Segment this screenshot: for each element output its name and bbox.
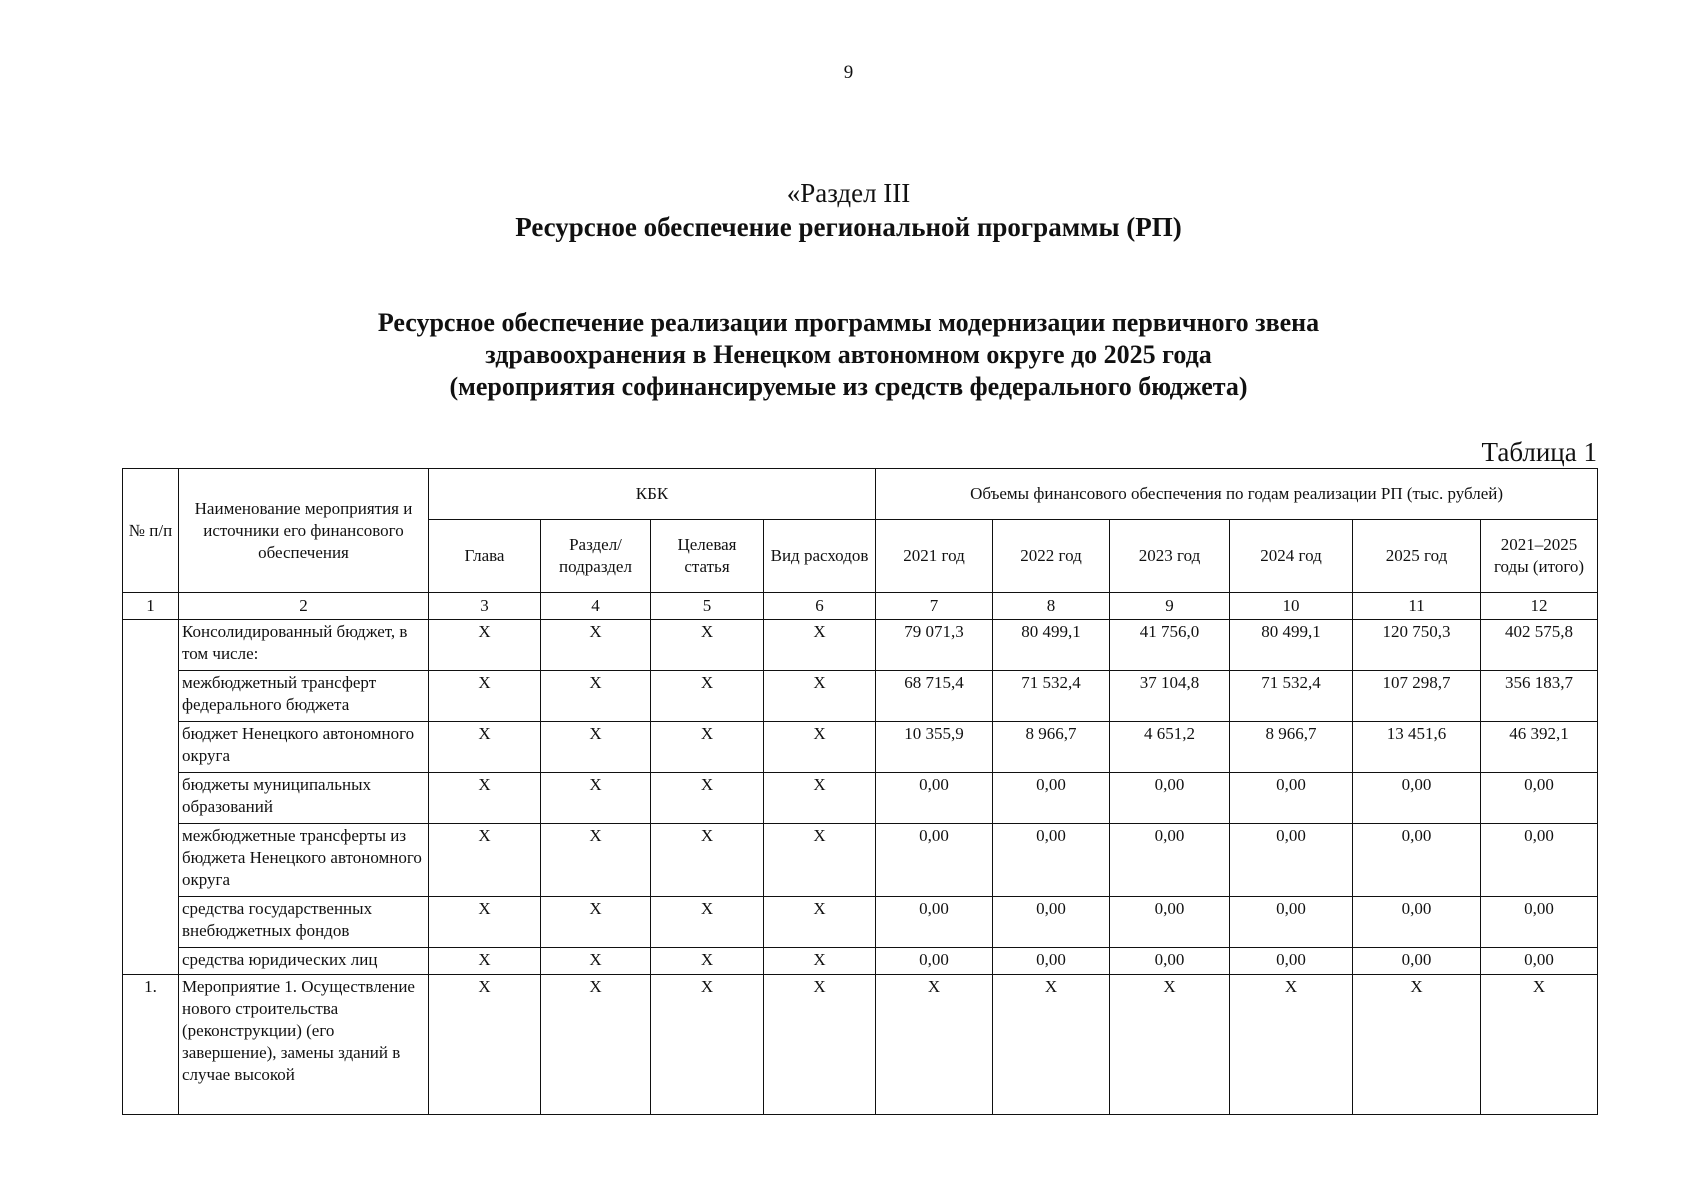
column-number: 10 bbox=[1230, 593, 1353, 620]
value-cell: 80 499,1 bbox=[1230, 620, 1353, 671]
header-kbk-vid: Вид расходов bbox=[764, 520, 876, 593]
column-number: 2 bbox=[179, 593, 429, 620]
kbk-cell: X bbox=[764, 671, 876, 722]
value-cell: 8 966,7 bbox=[993, 722, 1110, 773]
column-number-row bbox=[123, 593, 1598, 620]
kbk-cell: X bbox=[429, 897, 541, 948]
value-cell: X bbox=[1481, 975, 1598, 1115]
table-row bbox=[123, 773, 1598, 824]
section-heading bbox=[0, 176, 1697, 244]
kbk-cell: X bbox=[764, 773, 876, 824]
kbk-cell: X bbox=[541, 722, 651, 773]
value-cell: 8 966,7 bbox=[1230, 722, 1353, 773]
kbk-cell: X bbox=[429, 722, 541, 773]
value-cell: 0,00 bbox=[1353, 824, 1481, 897]
value-cell: 41 756,0 bbox=[1110, 620, 1230, 671]
kbk-cell: X bbox=[429, 824, 541, 897]
value-cell: X bbox=[1110, 975, 1230, 1115]
value-cell: 4 651,2 bbox=[1110, 722, 1230, 773]
value-cell: 0,00 bbox=[1353, 948, 1481, 975]
value-cell: 0,00 bbox=[876, 948, 993, 975]
value-cell: 0,00 bbox=[1110, 948, 1230, 975]
page-number: 9 bbox=[843, 62, 854, 83]
table-row bbox=[123, 824, 1598, 897]
subtitle-line-2: здравоохранения в Ненецком автономном округе до 2025 года bbox=[485, 340, 1212, 369]
kbk-cell: X bbox=[541, 773, 651, 824]
value-cell: 68 715,4 bbox=[876, 671, 993, 722]
value-cell: 0,00 bbox=[1110, 897, 1230, 948]
value-cell: 0,00 bbox=[1481, 824, 1598, 897]
subtitle-line-3: (мероприятия софинансируемые из средств федерального бюджета) bbox=[449, 372, 1248, 401]
kbk-cell: X bbox=[651, 773, 764, 824]
value-cell: X bbox=[1353, 975, 1481, 1115]
kbk-cell: X bbox=[764, 897, 876, 948]
kbk-cell: X bbox=[541, 671, 651, 722]
kbk-cell: X bbox=[541, 897, 651, 948]
table-row bbox=[123, 671, 1598, 722]
kbk-cell: X bbox=[541, 620, 651, 671]
kbk-cell: X bbox=[764, 722, 876, 773]
header-kbk: КБК bbox=[429, 469, 876, 520]
value-cell: 46 392,1 bbox=[1481, 722, 1598, 773]
header-year-2021: 2021 год bbox=[876, 520, 993, 593]
column-number: 9 bbox=[1110, 593, 1230, 620]
row-name: межбюджетные трансферты из бюджета Ненецкого автономного округа bbox=[179, 824, 429, 897]
value-cell: 79 071,3 bbox=[876, 620, 993, 671]
row-num bbox=[123, 620, 179, 975]
value-cell: 37 104,8 bbox=[1110, 671, 1230, 722]
table-row bbox=[123, 620, 1598, 671]
row-name: средства государственных внебюджетных фондов bbox=[179, 897, 429, 948]
value-cell: 80 499,1 bbox=[993, 620, 1110, 671]
kbk-cell: X bbox=[429, 620, 541, 671]
value-cell: 0,00 bbox=[993, 824, 1110, 897]
kbk-cell: X bbox=[764, 948, 876, 975]
column-number: 7 bbox=[876, 593, 993, 620]
kbk-cell: X bbox=[651, 948, 764, 975]
table-row bbox=[123, 722, 1598, 773]
header-kbk-glava: Глава bbox=[429, 520, 541, 593]
value-cell: X bbox=[876, 975, 993, 1115]
value-cell: 0,00 bbox=[1481, 948, 1598, 975]
value-cell: 0,00 bbox=[876, 824, 993, 897]
value-cell: 10 355,9 bbox=[876, 722, 993, 773]
value-cell: 107 298,7 bbox=[1353, 671, 1481, 722]
value-cell: 0,00 bbox=[1110, 773, 1230, 824]
row-num: 1. bbox=[123, 975, 179, 1115]
table-label: Таблица 1 bbox=[1481, 437, 1597, 467]
value-cell: 0,00 bbox=[876, 773, 993, 824]
subtitle-line-1: Ресурсное обеспечение реализации программы модернизации первичного звена bbox=[377, 308, 1320, 337]
column-number: 4 bbox=[541, 593, 651, 620]
column-number: 12 bbox=[1481, 593, 1598, 620]
kbk-cell: X bbox=[764, 620, 876, 671]
row-name: бюджеты муниципальных образований bbox=[179, 773, 429, 824]
value-cell: 0,00 bbox=[1230, 773, 1353, 824]
kbk-cell: X bbox=[429, 975, 541, 1115]
table-subtitle bbox=[0, 307, 1697, 403]
kbk-cell: X bbox=[541, 948, 651, 975]
column-number: 5 bbox=[651, 593, 764, 620]
header-kbk-statya: Целевая статья bbox=[651, 520, 764, 593]
kbk-cell: X bbox=[429, 773, 541, 824]
kbk-cell: X bbox=[651, 897, 764, 948]
value-cell: 71 532,4 bbox=[1230, 671, 1353, 722]
value-cell: 0,00 bbox=[1110, 824, 1230, 897]
column-number: 1 bbox=[123, 593, 179, 620]
value-cell: 0,00 bbox=[993, 773, 1110, 824]
section-number: «Раздел III bbox=[786, 178, 911, 208]
kbk-cell: X bbox=[651, 722, 764, 773]
value-cell: 0,00 bbox=[1230, 948, 1353, 975]
column-number: 3 bbox=[429, 593, 541, 620]
kbk-cell: X bbox=[651, 620, 764, 671]
kbk-cell: X bbox=[651, 824, 764, 897]
kbk-cell: X bbox=[429, 948, 541, 975]
value-cell: X bbox=[1230, 975, 1353, 1115]
table-row bbox=[123, 975, 1598, 1115]
value-cell: 0,00 bbox=[1353, 773, 1481, 824]
value-cell: 0,00 bbox=[1230, 897, 1353, 948]
header-year-total: 2021–2025 годы (итого) bbox=[1481, 520, 1598, 593]
value-cell: 0,00 bbox=[993, 897, 1110, 948]
header-year-2024: 2024 год bbox=[1230, 520, 1353, 593]
row-name: межбюджетный трансферт федерального бюджета bbox=[179, 671, 429, 722]
kbk-cell: X bbox=[651, 975, 764, 1115]
value-cell: 0,00 bbox=[1481, 897, 1598, 948]
table-row bbox=[123, 948, 1598, 975]
header-year-2025: 2025 год bbox=[1353, 520, 1481, 593]
value-cell: 356 183,7 bbox=[1481, 671, 1598, 722]
value-cell: X bbox=[993, 975, 1110, 1115]
kbk-cell: X bbox=[651, 671, 764, 722]
row-name: бюджет Ненецкого автономного округа bbox=[179, 722, 429, 773]
row-name: Консолидированный бюджет, в том числе: bbox=[179, 620, 429, 671]
kbk-cell: X bbox=[541, 975, 651, 1115]
column-number: 8 bbox=[993, 593, 1110, 620]
resource-table bbox=[122, 468, 1598, 1115]
value-cell: 13 451,6 bbox=[1353, 722, 1481, 773]
row-name: средства юридических лиц bbox=[179, 948, 429, 975]
column-number: 6 bbox=[764, 593, 876, 620]
value-cell: 120 750,3 bbox=[1353, 620, 1481, 671]
row-name: Мероприятие 1. Осуществление нового строительства (реконструкции) (его завершение), замены зданий в случае высокой bbox=[179, 975, 429, 1115]
value-cell: 0,00 bbox=[876, 897, 993, 948]
kbk-cell: X bbox=[764, 824, 876, 897]
header-name: Наименование мероприятия и источники его финансового обеспечения bbox=[179, 469, 429, 593]
kbk-cell: X bbox=[541, 824, 651, 897]
header-year-2023: 2023 год bbox=[1110, 520, 1230, 593]
table-row bbox=[123, 897, 1598, 948]
section-title: Ресурсное обеспечение региональной программы (РП) bbox=[515, 212, 1182, 242]
value-cell: 0,00 bbox=[1230, 824, 1353, 897]
header-num: № п/п bbox=[123, 469, 179, 593]
header-volumes: Объемы финансового обеспечения по годам реализации РП (тыс. рублей) bbox=[876, 469, 1598, 520]
header-kbk-razdel: Раздел/ подраздел bbox=[541, 520, 651, 593]
kbk-cell: X bbox=[429, 671, 541, 722]
column-number: 11 bbox=[1353, 593, 1481, 620]
value-cell: 71 532,4 bbox=[993, 671, 1110, 722]
value-cell: 0,00 bbox=[1481, 773, 1598, 824]
value-cell: 0,00 bbox=[1353, 897, 1481, 948]
kbk-cell: X bbox=[764, 975, 876, 1115]
value-cell: 402 575,8 bbox=[1481, 620, 1598, 671]
value-cell: 0,00 bbox=[993, 948, 1110, 975]
header-year-2022: 2022 год bbox=[993, 520, 1110, 593]
